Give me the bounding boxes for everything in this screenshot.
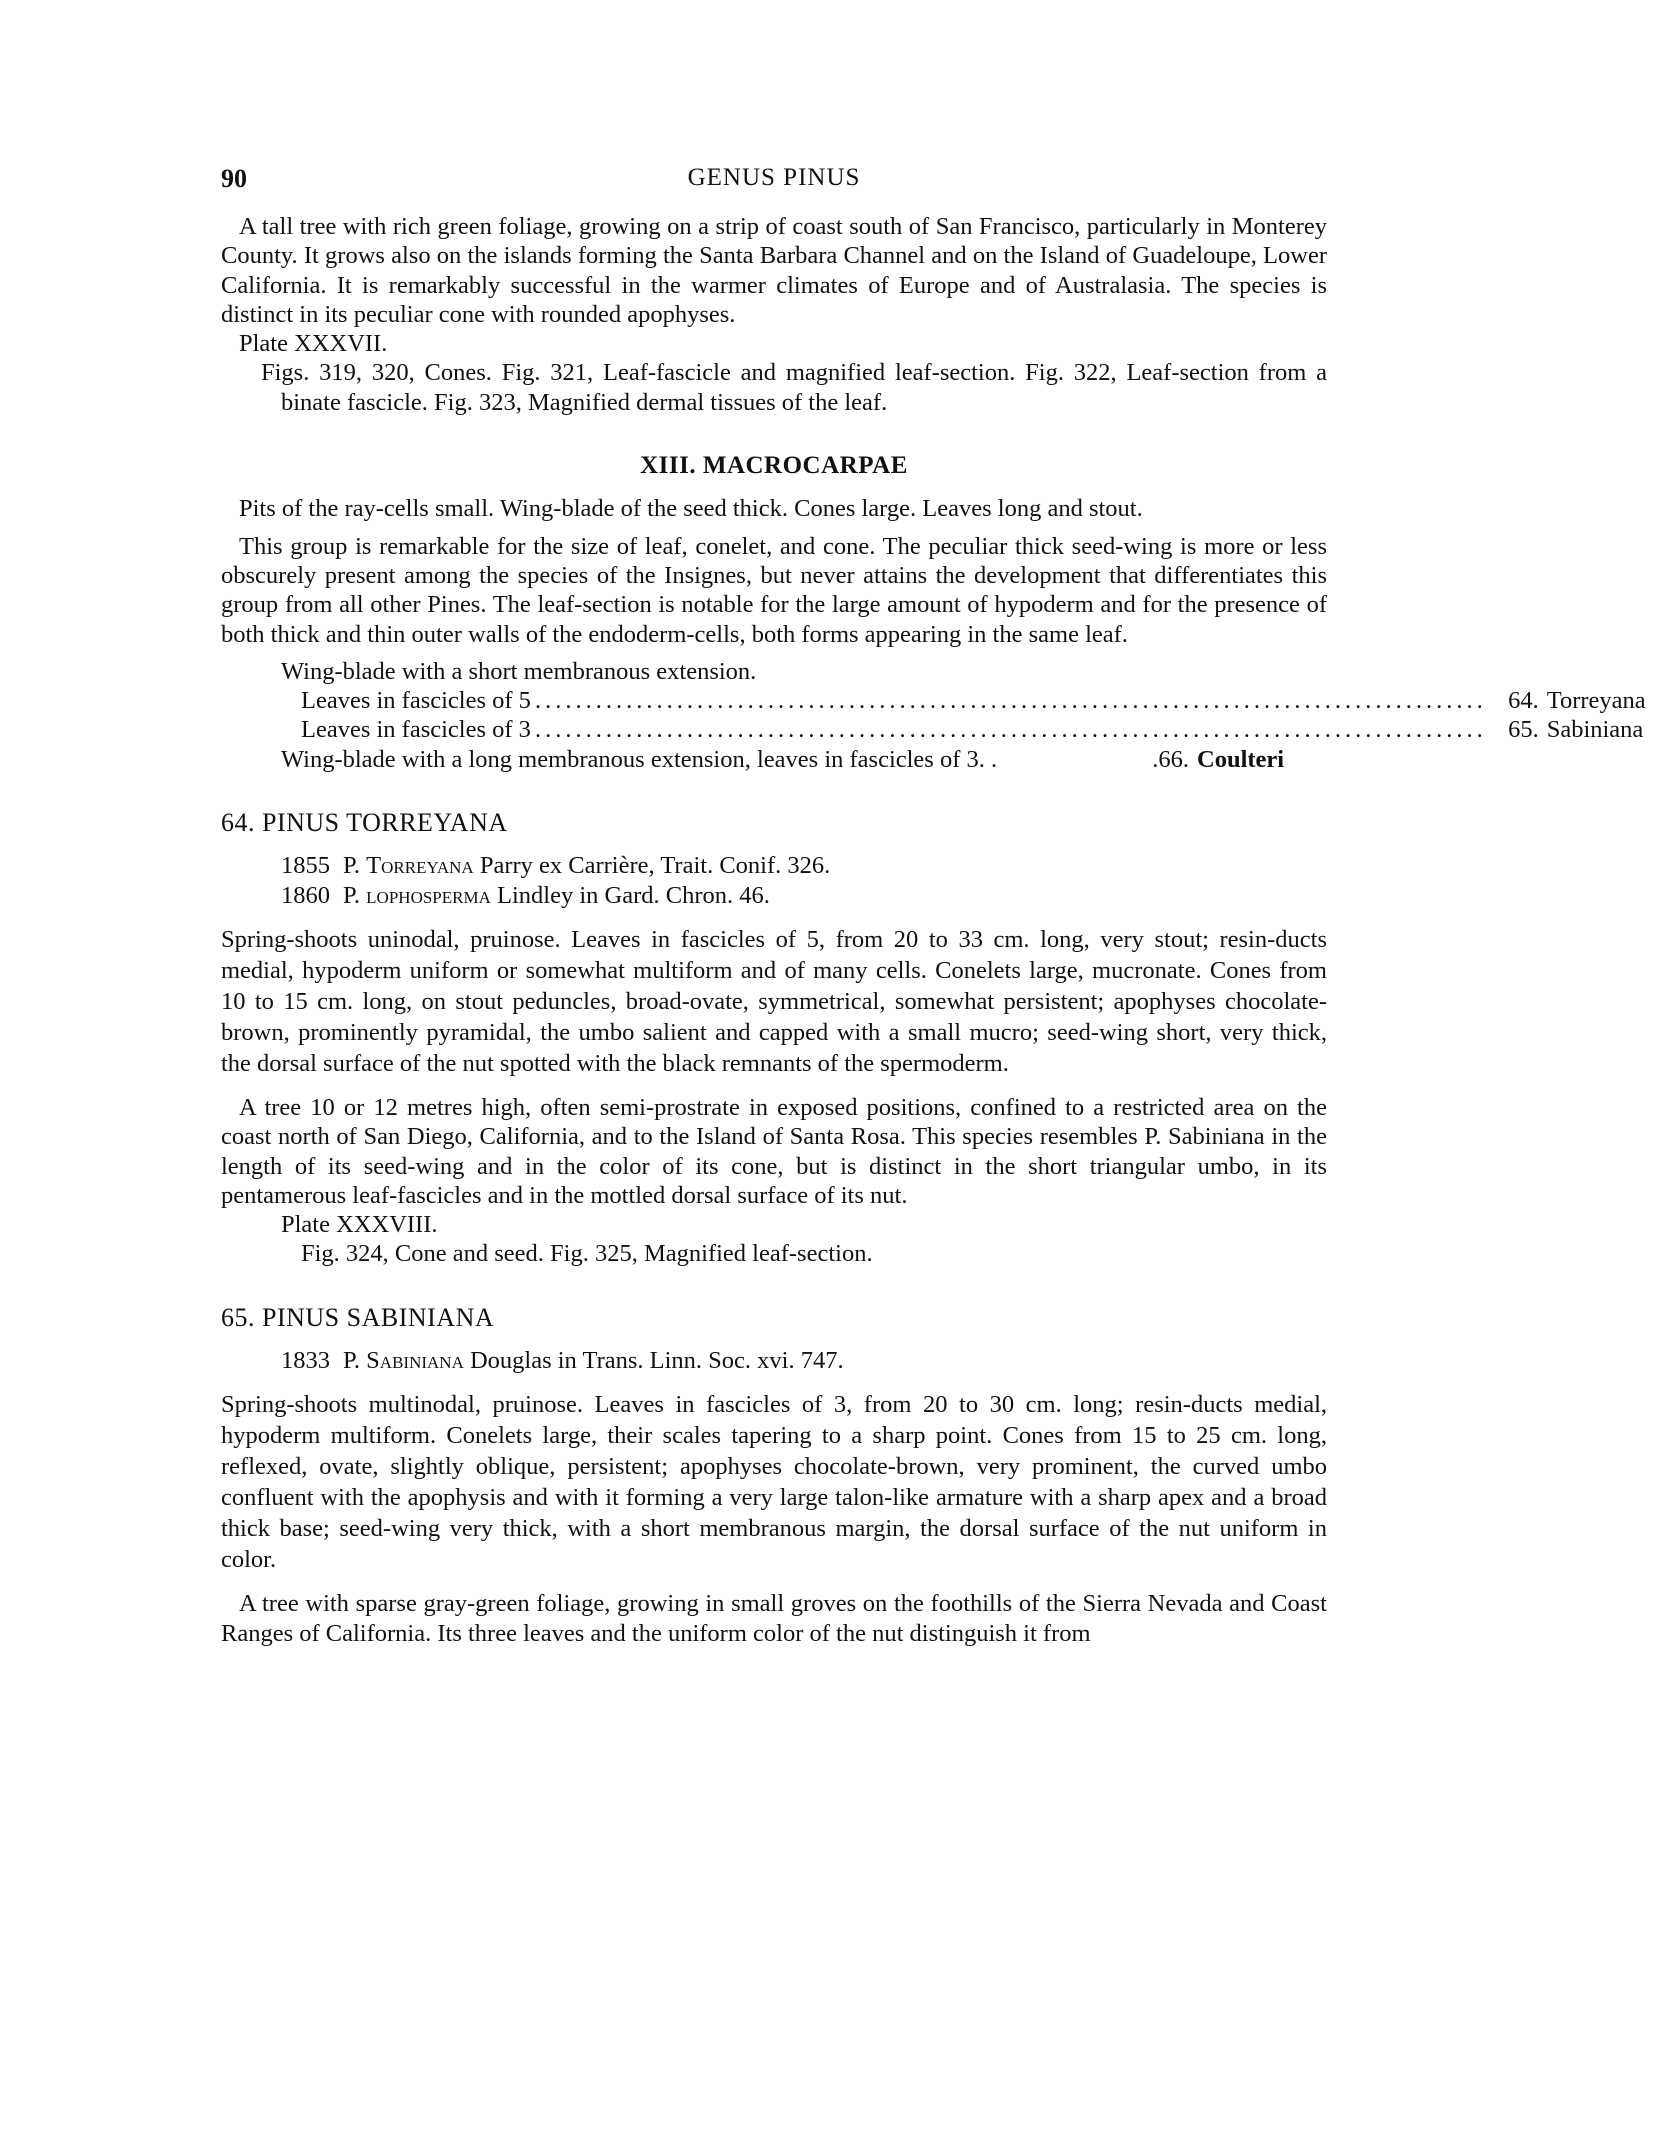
synonym-line	[221, 881, 1327, 910]
species-heading-sabiniana: 65. PINUS SABINIANA	[221, 1302, 495, 1332]
page-number: 90	[221, 164, 247, 193]
species-habitat: A tree 10 or 12 metres high, often semi-prostrate in exposed positions, confined to a restricted area on the coast north of San Diego, California, and to the Island of Santa Rosa. This species resembles P. Sabiniana in the length of its seed-wing and in the color of its cone, but is distinct in the short triangular umbo, in its pentamerous leaf-fascicles and in the mottled dorsal surface of its nut.	[221, 1093, 1327, 1209]
synonym-genus: P.	[343, 1347, 361, 1375]
synonym-year: 1855	[281, 852, 330, 880]
key-row-name: Sabiniana	[1546, 716, 1644, 744]
key-row-number: 64.	[1508, 687, 1539, 715]
key-line: Wing-blade with a short membranous extension.	[281, 657, 757, 685]
leader-dots	[997, 745, 1141, 774]
species-description: Spring-shoots multinodal, pruinose. Leaves in fascicles of 3, from 20 to 30 cm. long; resin-ducts medial, hypoderm multiform. Conelets large, their scales tapering to a sharp point. Cones from 15 to 25 cm. long, reflexed, ovate, slightly oblique, persistent; apophyses chocolate-brown, very prominent, the curved umbo confluent with the apophysis and with it forming a very large talon-like armature with a sharp apex and a broad thick base; seed-wing very thick, with a short membranous margin, the dorsal surface of the nut uniform in color.	[221, 1391, 1327, 1574]
leader-dots: ..............................................................................................	[534, 716, 1487, 744]
key-row-label: Wing-blade with a long membranous extension, leaves in fascicles of 3. .	[281, 745, 998, 773]
key-row-name: Torreyana	[1546, 687, 1646, 715]
key-row-label: Leaves in fascicles of 5	[301, 687, 531, 715]
figure-list: Fig. 324, Cone and seed. Fig. 325, Magnified leaf-section.	[301, 1240, 873, 1268]
key-row-number: 65.	[1508, 716, 1539, 744]
synonym-citation: Douglas in Trans. Linn. Soc. xvi. 747.	[469, 1347, 844, 1375]
synonym-genus: P.	[343, 852, 361, 880]
page-header	[221, 164, 1327, 200]
synonym-genus: P.	[343, 881, 361, 909]
key-row-number: .66.	[1152, 745, 1189, 773]
intro-paragraph: A tall tree with rich green foliage, growing on a strip of coast south of San Francisco, particularly in Monterey County. It grows also on the islands forming the Santa Barbara Channel and on the Island of Guadeloupe, Lower California. It is remarkably successful in the warmer climates of Europe and of Australasia. The species is distinct in its peculiar cone with rounded apophyses.	[221, 213, 1327, 328]
leader-dots: ..............................................................................................	[534, 687, 1487, 715]
species-heading-torreyana: 64. PINUS TORREYANA	[221, 808, 508, 838]
synonym-year: 1833	[281, 1347, 330, 1375]
figure-list: Figs. 319, 320, Cones. Fig. 321, Leaf-fascicle and magnified leaf-section. Fig. 322, Leaf-section from a binate fascicle. Fig. 323, Magnified dermal tissues of the leaf.	[261, 359, 1327, 416]
synonym-line	[221, 851, 1327, 880]
species-habitat: A tree with sparse gray-green foliage, growing in small groves on the foothills of the Sierra Nevada and Coast Ranges of California. Its three leaves and the uniform color of the nut distinguish it from	[221, 1590, 1327, 1647]
group-title: XIII. MACROCARPAE	[640, 452, 908, 480]
key-row-label: Leaves in fascicles of 3	[301, 716, 531, 744]
synonym-line	[221, 1346, 1327, 1375]
synonym-year: 1860	[281, 881, 330, 909]
species-key	[221, 657, 1646, 774]
synonym-citation: Parry ex Carrière, Trait. Conif. 326.	[479, 852, 831, 880]
plate-reference: Plate XXXVII.	[239, 330, 388, 358]
key-row	[281, 715, 1644, 744]
species-description: Spring-shoots uninodal, pruinose. Leaves in fascicles of 5, from 20 to 33 cm. long, very stout; resin-ducts medial, hypoderm uniform or somewhat multiform and of many cells. Conelets large, mucronate. Cones from 10 to 15 cm. long, on stout peduncles, broad-ovate, symmetrical, somewhat persistent; apophyses chocolate-brown, prominently pyramidal, the umbo salient and capped with a small mucro; seed-wing short, very thick, the dorsal surface of the nut spotted with the black remnants of the spermoderm.	[221, 925, 1327, 1077]
key-row-name: Coulteri	[1197, 745, 1285, 773]
key-row	[281, 745, 1327, 774]
synonym-epithet: Sabiniana	[366, 1347, 464, 1375]
plate-reference: Plate XXXVIII.	[281, 1211, 438, 1239]
page-body	[221, 212, 1646, 1648]
synonym-epithet: Torreyana	[366, 852, 474, 880]
synonym-citation: Lindley in Gard. Chron. 46.	[497, 881, 770, 909]
key-row	[281, 686, 1646, 715]
group-description: This group is remarkable for the size of leaf, conelet, and cone. The peculiar thick seed-wing is more or less obscurely present among the species of the Insignes, but never attains the development that differentiates this group from all other Pines. The leaf-section is notable for the large amount of hypoderm and for the presence of both thick and thin outer walls of the endoderm-cells, both forms appearing in the same leaf.	[221, 532, 1327, 648]
synonym-epithet: lophosperma	[366, 881, 491, 909]
running-title: GENUS PINUS	[687, 164, 861, 191]
group-diagnosis: Pits of the ray-cells small. Wing-blade of the seed thick. Cones large. Leaves long and stout.	[239, 495, 1143, 523]
